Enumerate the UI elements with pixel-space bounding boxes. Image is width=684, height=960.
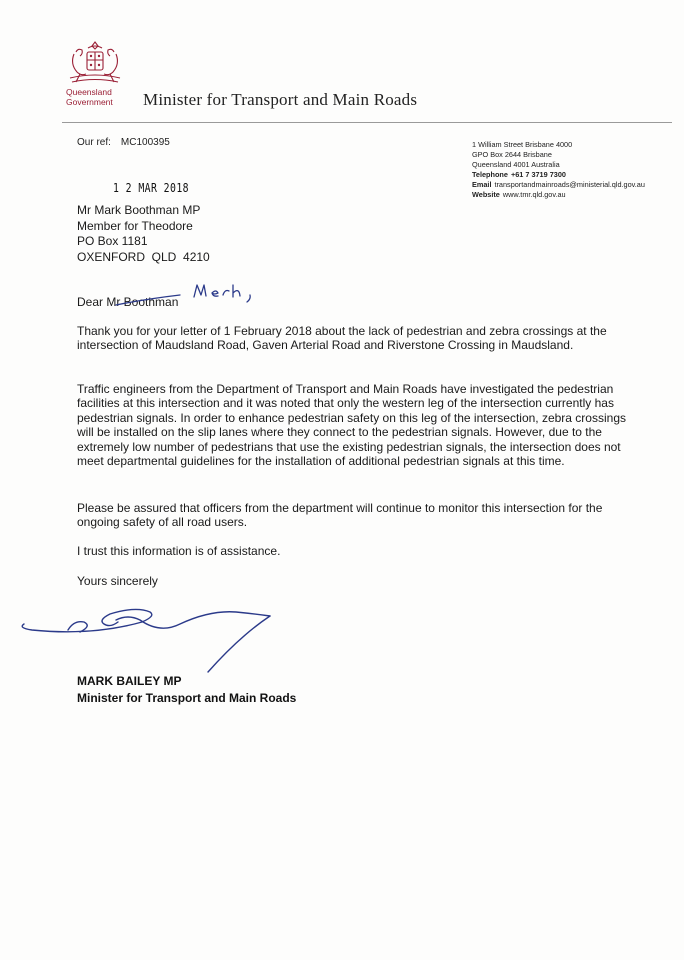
queensland-crest-icon — [66, 40, 124, 90]
signature — [14, 596, 284, 676]
contact-telephone — [472, 170, 645, 180]
contact-address-line3: Queensland 4001 Australia — [472, 160, 560, 169]
email-label: Email — [472, 180, 492, 189]
letterhead-divider — [62, 122, 672, 123]
email-value: transportandmainroads@ministerial.qld.gov.au — [494, 180, 645, 189]
body-paragraph-1: Thank you for your letter of 1 February 2018 about the lack of pedestrian and zebra crossings at the intersection of Maudsland Road, Gaven Arterial Road and Riverstone Crossing in Maudsland. — [77, 324, 607, 353]
reference-value: MC100395 — [120, 137, 170, 148]
signer-title: Minister for Transport and Main Roads — [77, 691, 297, 705]
recipient-line2: Member for Theodore — [77, 218, 193, 233]
crest-wordmark-queensland: Queensland — [66, 87, 112, 97]
date-stamp: 1 2 MAR 2018 — [113, 181, 190, 195]
handwritten-note — [110, 275, 270, 315]
recipient-line3: PO Box 1181 — [77, 234, 148, 248]
signer-name: MARK BAILEY MP — [77, 674, 182, 688]
body-paragraph-3: Please be assured that officers from the department will continue to monitor this intersection for the ongoing safety of all road users. — [77, 501, 603, 530]
contact-address-line2: GPO Box 2644 Brisbane — [472, 150, 552, 159]
website-value: www.tmr.qld.gov.au — [502, 190, 566, 199]
crest-wordmark-government: Government — [66, 97, 113, 107]
telephone-label: Telephone — [472, 170, 508, 179]
contact-block — [472, 140, 645, 200]
contact-address-line1: 1 William Street Brisbane 4000 — [472, 140, 573, 149]
recipient-line1: Mr Mark Boothman MP — [77, 203, 201, 217]
closing: Yours sincerely — [77, 574, 158, 588]
salutation: Dear Mr Boothman — [77, 295, 179, 309]
telephone-value: +61 7 3719 7300 — [510, 170, 566, 179]
contact-email — [472, 180, 645, 190]
recipient-address — [77, 203, 210, 265]
letterhead-title: Minister for Transport and Main Roads — [143, 90, 418, 109]
body-paragraph-4: I trust this information is of assistance. — [77, 544, 281, 558]
reference-line — [77, 137, 170, 148]
reference-label: Our ref: — [77, 137, 111, 148]
contact-website — [472, 190, 645, 200]
website-label: Website — [472, 190, 500, 199]
body-paragraph-2: Traffic engineers from the Department of Transport and Main Roads have investigated the pedestrian facilities at this intersection and it was noted that only the western leg of the intersection currently has pedestrian signals. In order to enhance pedestrian safety on this leg of the intersection, zebra crossings will be installed on the slip lanes where they connect to the pedestrian signals. However, due to the extremely low number of pedestrians that use the existing pedestrian signals, the intersection does not meet departmental guidelines for the installation of additional pedestrian signals at this time. — [77, 382, 626, 469]
recipient-line4: OXENFORD QLD 4210 — [77, 249, 210, 264]
